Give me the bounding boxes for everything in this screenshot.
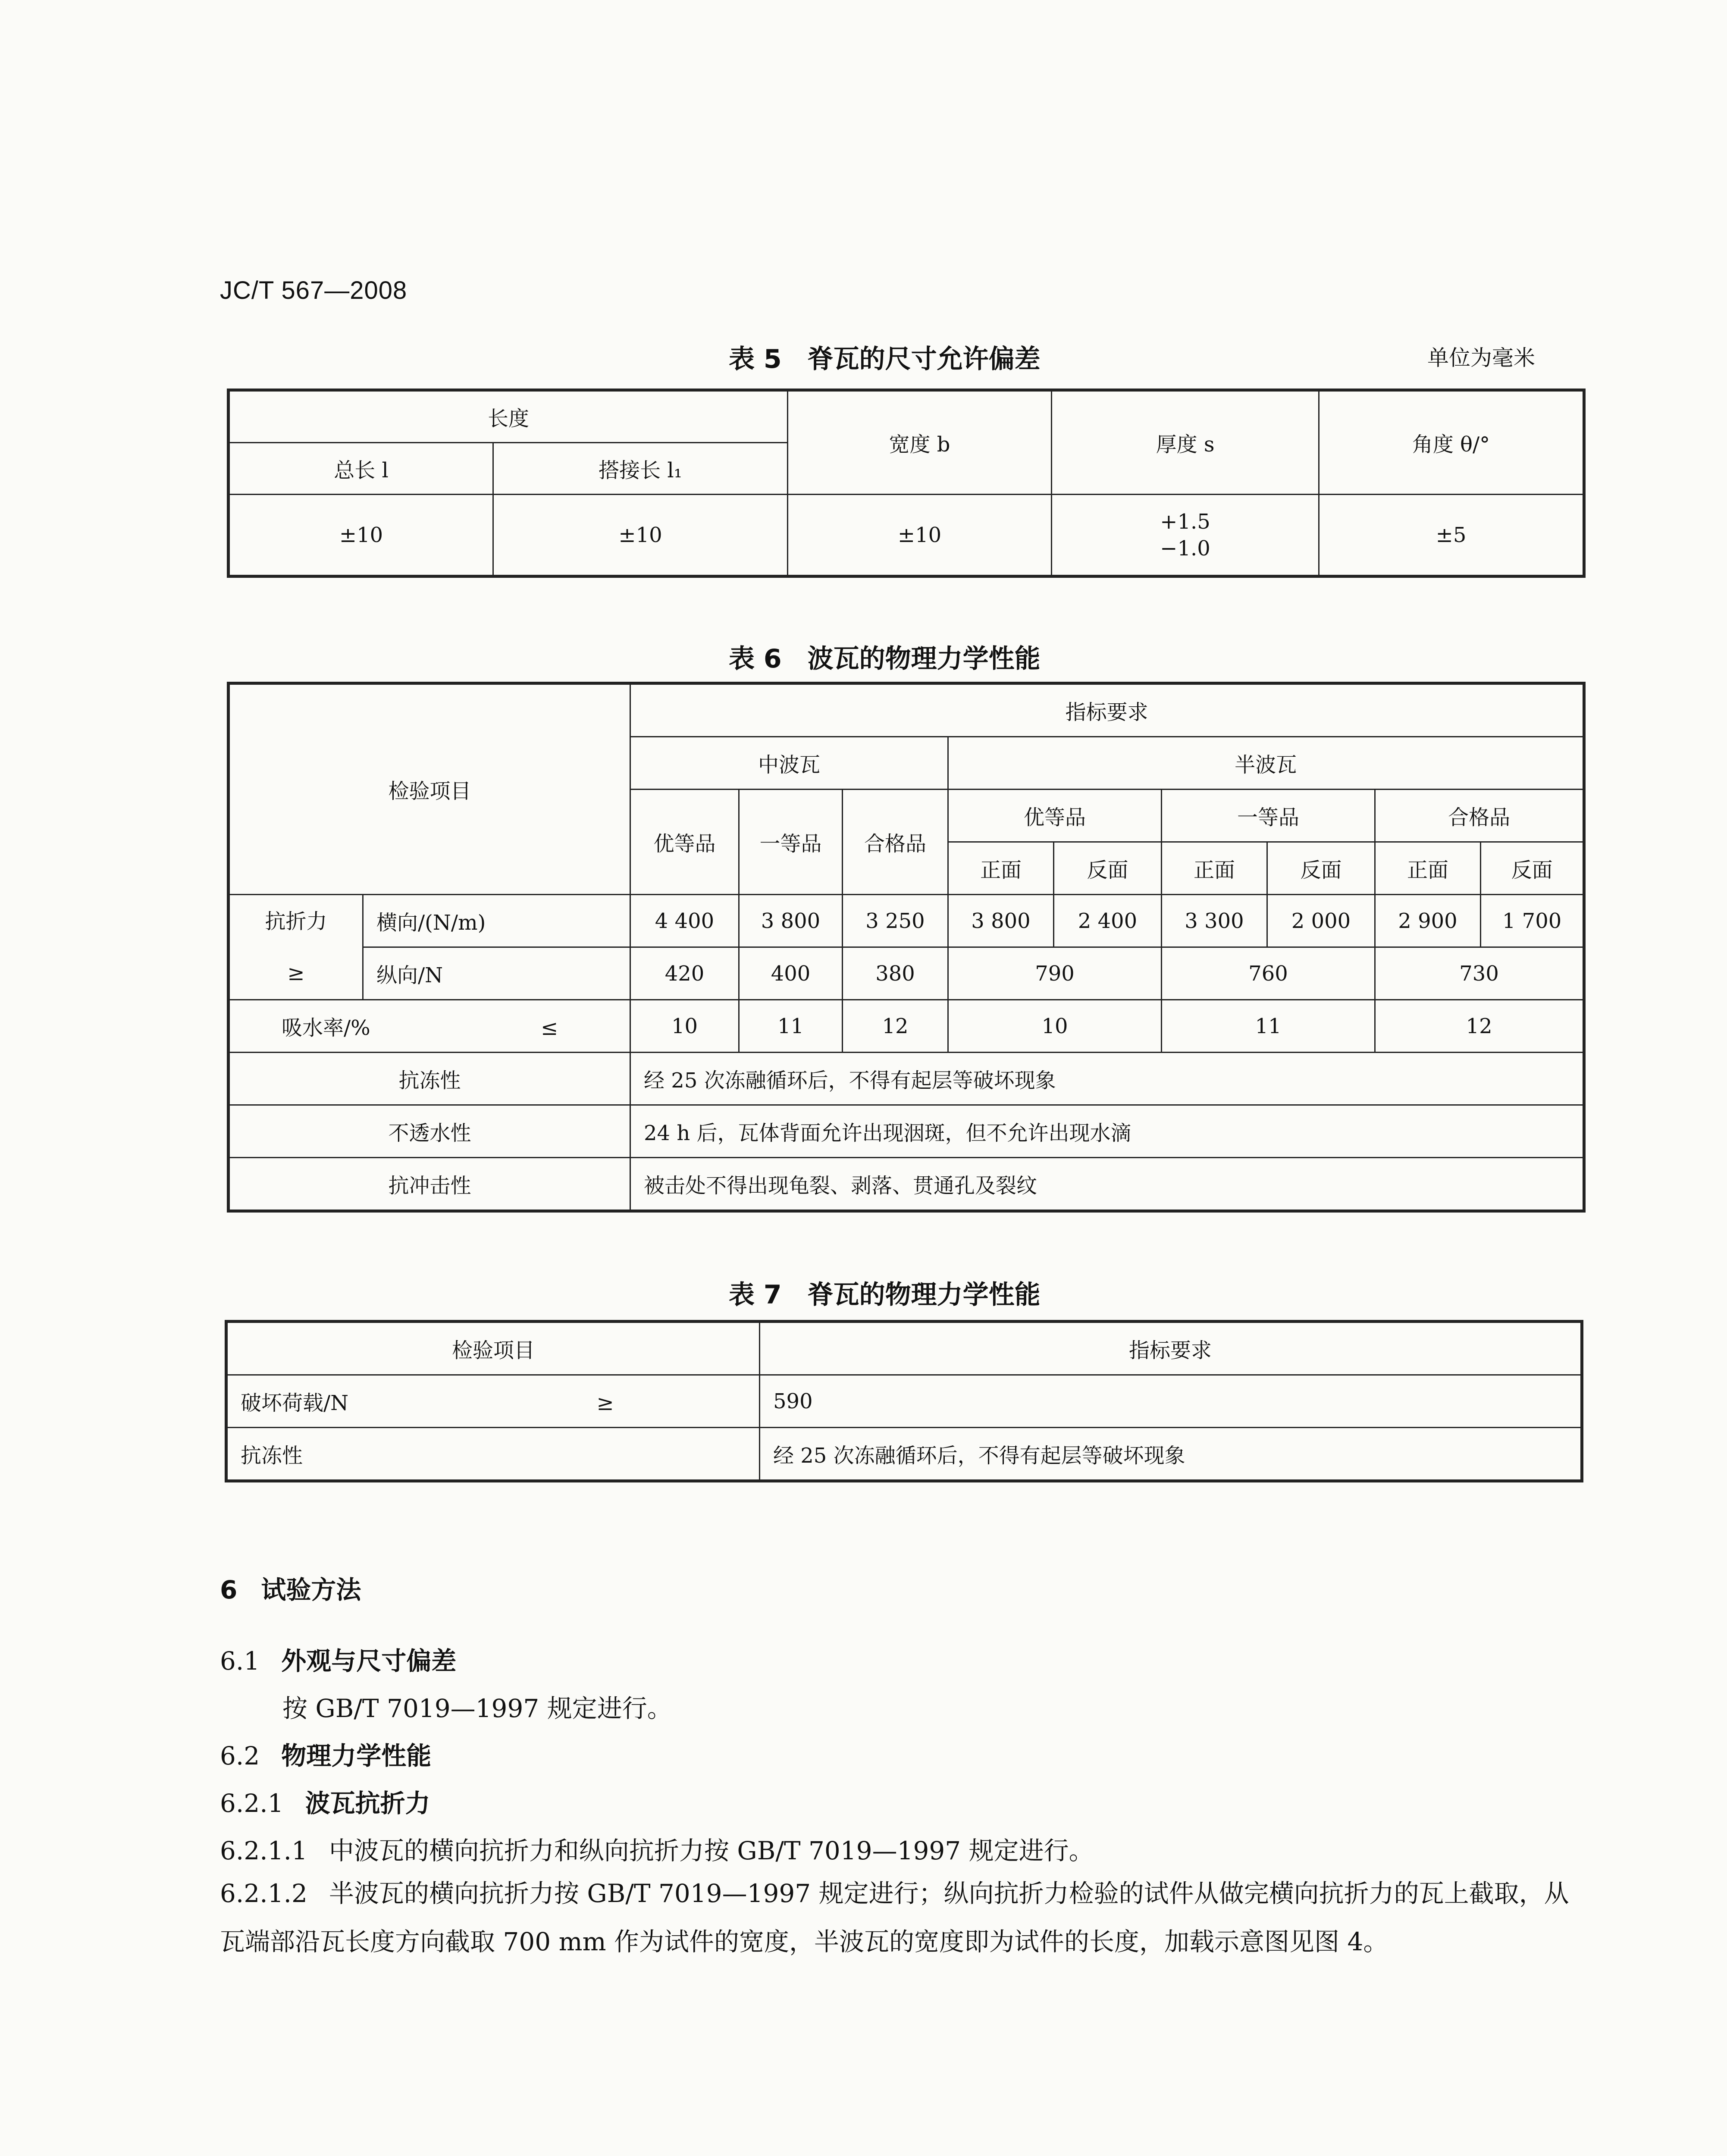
table6-cell: 3 250 bbox=[843, 895, 948, 947]
section621-title: 波瓦抗折力 bbox=[305, 1789, 430, 1818]
section61-text: 按 GB/T 7019—1997 规定进行。 bbox=[282, 1694, 672, 1723]
table7-load-label bbox=[227, 1375, 760, 1428]
table6-absorption-text: 吸水率/% bbox=[282, 1016, 370, 1040]
table6-header-requirement: 指标要求 bbox=[630, 684, 1583, 737]
table6-frost-value: 经 25 次冻融循环后，不得有起层等破坏现象 bbox=[630, 1053, 1583, 1105]
table5-unit: 单位为毫米 bbox=[1427, 345, 1535, 370]
table6-header-item: 检验项目 bbox=[229, 684, 630, 895]
table6-header-back: 反面 bbox=[1054, 842, 1162, 895]
table6-cell: 2 000 bbox=[1267, 895, 1375, 947]
table5-thickness-minus: −1.0 bbox=[1160, 536, 1210, 561]
table6-cell: 790 bbox=[948, 947, 1162, 1000]
table6-caption: 表 6 波瓦的物理力学性能 bbox=[729, 644, 1041, 674]
section6-title: 试验方法 bbox=[261, 1575, 361, 1604]
table6-cell: 12 bbox=[843, 1000, 948, 1053]
table6-cell: 2 900 bbox=[1375, 895, 1481, 947]
section61-number: 6.1 bbox=[220, 1646, 260, 1676]
table6-cell: 1 700 bbox=[1481, 895, 1583, 947]
table5-caption: 表 5 脊瓦的尺寸允许偏差 bbox=[729, 344, 1041, 374]
section621-number: 6.2.1 bbox=[220, 1789, 284, 1818]
table6-transverse-label: 横向/(N/m) bbox=[363, 895, 630, 947]
table6-cell: 3 300 bbox=[1162, 895, 1267, 947]
table7-load-value: 590 bbox=[760, 1375, 1581, 1428]
table7-frost-label: 抗冻性 bbox=[227, 1428, 760, 1480]
table6-cell: 10 bbox=[948, 1000, 1162, 1053]
table6-cell: 3 800 bbox=[948, 895, 1054, 947]
table6 bbox=[229, 683, 1584, 1211]
table6-cell: 730 bbox=[1375, 947, 1583, 1000]
table6-cell: 400 bbox=[739, 947, 843, 1000]
table7-load-ge: ≥ bbox=[596, 1391, 614, 1415]
table6-header-half-wave: 半波瓦 bbox=[948, 737, 1583, 790]
table6-header-hw-qualified: 合格品 bbox=[1375, 790, 1583, 842]
table7-caption: 表 7 脊瓦的物理力学性能 bbox=[729, 1280, 1041, 1310]
table6-absorption-le: ≤ bbox=[541, 1016, 558, 1040]
table6-cell: 380 bbox=[843, 947, 948, 1000]
table5 bbox=[229, 390, 1584, 576]
section62-heading bbox=[220, 1736, 431, 1772]
table6-absorption-label bbox=[229, 1000, 630, 1053]
table6-bending-text: 抗折力 bbox=[265, 909, 327, 934]
table6-header-superior: 优等品 bbox=[630, 790, 739, 895]
table6-cell: 3 800 bbox=[739, 895, 843, 947]
table5-total-length-value: ±10 bbox=[229, 495, 493, 576]
table6-frost-label: 抗冻性 bbox=[229, 1053, 630, 1105]
section6211-paragraph bbox=[220, 1830, 1094, 1867]
section6211-text: 中波瓦的横向抗折力和纵向抗折力按 GB/T 7019—1997 规定进行。 bbox=[329, 1836, 1094, 1865]
table6-longitudinal-label: 纵向/N bbox=[363, 947, 630, 1000]
table6-cell: 4 400 bbox=[630, 895, 739, 947]
section6212-text: 半波瓦的横向抗折力按 GB/T 7019—1997 规定进行；纵向抗折力检验的试件从做完横向抗折力的瓦上截取，从瓦端部沿瓦长度方向截取 700 mm 作为试件的宽度，半波瓦的宽度即为试件的长度，加载示意图见图 4。 bbox=[220, 1879, 1569, 1956]
table6-header-mid-wave: 中波瓦 bbox=[630, 737, 948, 790]
table6-cell: 11 bbox=[739, 1000, 843, 1053]
table6-header-back: 反面 bbox=[1267, 842, 1375, 895]
table5-width-value: ±10 bbox=[788, 495, 1052, 576]
table6-impact-label: 抗冲击性 bbox=[229, 1158, 630, 1210]
table5-angle-value: ±5 bbox=[1319, 495, 1583, 576]
table6-cell: 760 bbox=[1162, 947, 1375, 1000]
table5-lap-length-value: ±10 bbox=[493, 495, 788, 576]
table6-cell: 12 bbox=[1375, 1000, 1583, 1053]
table6-header-front: 正面 bbox=[1375, 842, 1481, 895]
table6-impact-value: 被击处不得出现龟裂、剥落、贯通孔及裂纹 bbox=[630, 1158, 1583, 1210]
section61-heading bbox=[220, 1641, 456, 1677]
table6-cell: 2 400 bbox=[1054, 895, 1162, 947]
table6-header-qualified: 合格品 bbox=[843, 790, 948, 895]
table6-cell: 420 bbox=[630, 947, 739, 1000]
table7-frost-value: 经 25 次冻融循环后，不得有起层等破坏现象 bbox=[760, 1428, 1581, 1480]
section6212-number: 6.2.1.2 bbox=[220, 1879, 307, 1908]
section61-title: 外观与尺寸偏差 bbox=[281, 1646, 457, 1676]
table6-bending-ge: ≥ bbox=[287, 961, 305, 985]
section6-heading bbox=[220, 1570, 361, 1606]
table7 bbox=[226, 1322, 1582, 1481]
section6-number: 6 bbox=[220, 1575, 238, 1604]
table6-impermeability-label: 不透水性 bbox=[229, 1105, 630, 1158]
table7-header-requirement: 指标要求 bbox=[760, 1322, 1581, 1375]
table5-header-angle: 角度 θ/° bbox=[1319, 391, 1583, 495]
section6212-paragraph bbox=[220, 1869, 1587, 1966]
table6-header-front: 正面 bbox=[948, 842, 1054, 895]
table5-header-length: 长度 bbox=[229, 391, 788, 443]
table6-header-front: 正面 bbox=[1162, 842, 1267, 895]
table6-cell: 11 bbox=[1162, 1000, 1375, 1053]
table7-header-item: 检验项目 bbox=[227, 1322, 760, 1375]
table6-cell: 10 bbox=[630, 1000, 739, 1053]
table6-impermeability-value: 24 h 后，瓦体背面允许出现洇斑，但不允许出现水滴 bbox=[630, 1105, 1583, 1158]
table5-thickness-plus: +1.5 bbox=[1160, 509, 1210, 534]
table6-header-hw-first-class: 一等品 bbox=[1162, 790, 1375, 842]
table6-header-back: 反面 bbox=[1481, 842, 1583, 895]
section6211-number: 6.2.1.1 bbox=[220, 1836, 307, 1865]
table5-header-lap-length: 搭接长 l₁ bbox=[493, 443, 788, 495]
section62-number: 6.2 bbox=[220, 1741, 260, 1771]
table5-header-total-length: 总长 l bbox=[229, 443, 493, 495]
table5-thickness-value bbox=[1052, 495, 1319, 576]
table5-header-width: 宽度 b bbox=[788, 391, 1052, 495]
standard-code: JC/T 567—2008 bbox=[220, 276, 407, 304]
table5-header-thickness: 厚度 s bbox=[1052, 391, 1319, 495]
table6-header-hw-superior: 优等品 bbox=[948, 790, 1162, 842]
section621-heading bbox=[220, 1783, 430, 1819]
table6-bending-label bbox=[229, 895, 363, 1000]
table7-load-text: 破坏荷载/N bbox=[241, 1391, 349, 1415]
section62-title: 物理力学性能 bbox=[281, 1741, 432, 1771]
table6-header-first-class: 一等品 bbox=[739, 790, 843, 895]
